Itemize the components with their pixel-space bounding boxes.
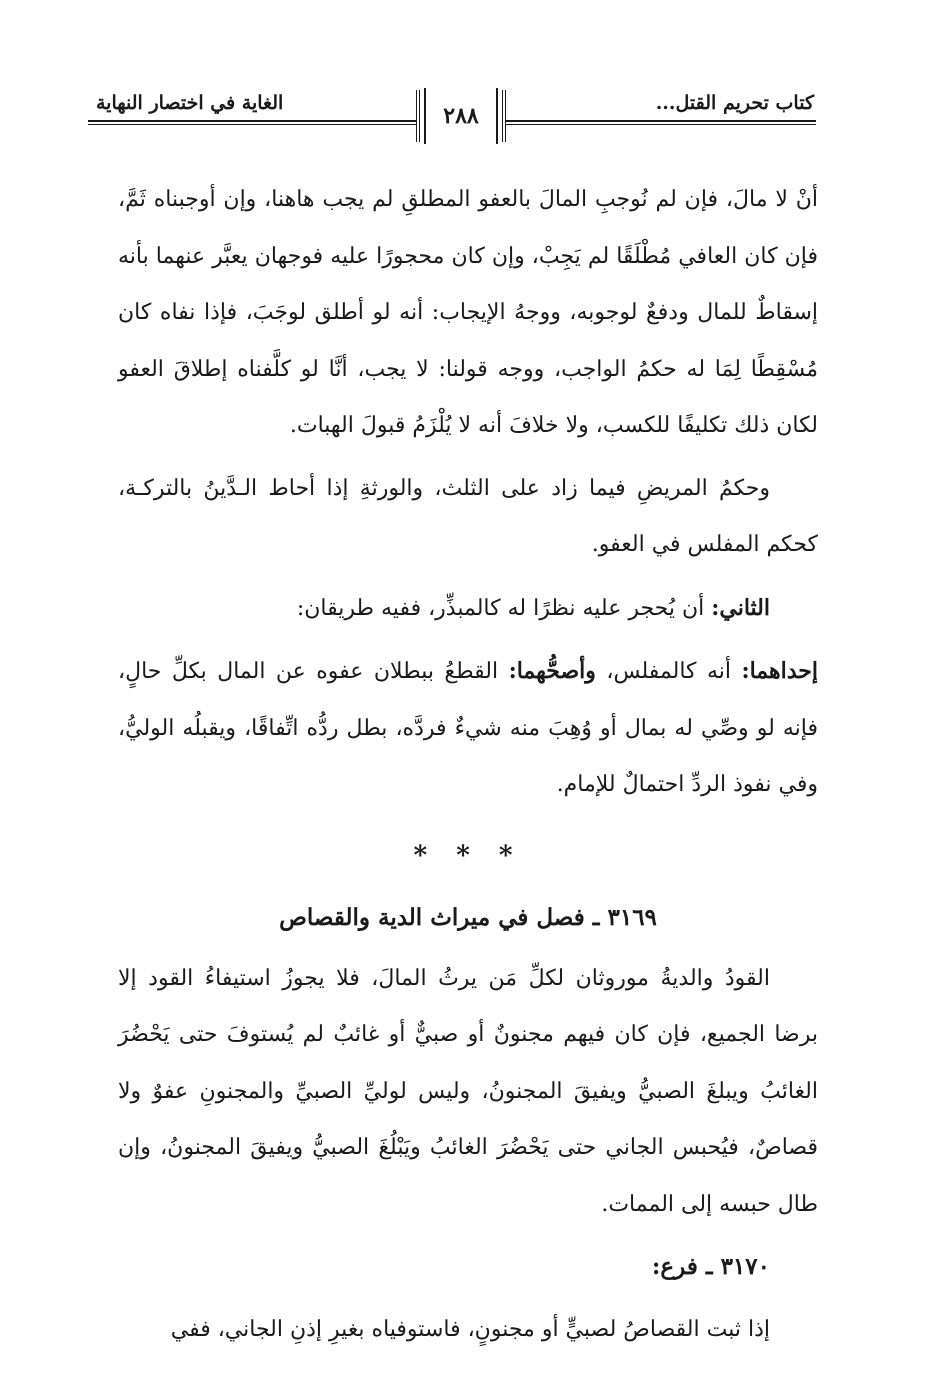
paragraph-4-text-a: أنه كالمفلس، <box>595 659 742 684</box>
paragraph-5: القودُ والديةُ موروثان لكلِّ مَن يرثُ المالَ، فلا يجوزُ استيفاءُ القود إلا برضا الجميع، فإن كان فيهم مجنونٌ أو صبيٌّ أو غائبٌ لم يُستوفَ حتى يَحْضُرَ الغائبُ ويبلغَ الصبيُّ ويفيقَ المجنونُ، وليس لوليِّ الصبيِّ والمجنونِ عفوٌ ولا قصاصٌ، فيُحبس الجاني حتى يَحْضُرَ الغائبُ ويَبْلُغَ الصبيُّ ويفيقَ المجنونُ، وإن طال حبسه إلى الممات. <box>118 965 818 1217</box>
paragraph-4-label-b: وأصحُّهما: <box>508 658 596 684</box>
paragraph-6: إذا ثبت القصاصُ لصبيٍّ أو مجنونٍ، فاستوفياه بغيرِ إذنِ الجاني، ففي <box>170 1316 770 1342</box>
running-title-chapter: كتاب تحريم القتل... <box>655 92 814 114</box>
paragraph-3-text: أن يُحجر عليه نظرًا له كالمبذِّر، ففيه طريقان: <box>296 595 712 621</box>
paragraph-3-label: الثاني: <box>711 594 770 621</box>
paragraph-3 <box>118 580 818 638</box>
page-header <box>88 88 816 158</box>
paragraph-1: أنْ لا مالَ، فإن لم نُوجبِ المالَ بالعفو المطلقِ لم يجب هاهنا، وإن أوجبناه ثَمَّ، فإن كان العافي مُطْلَقًا لم يَجِبْ، وإن كان محجورًا عليه فوجهان يعبَّر عنهما بأنه إسقاطٌ للمال ودفعٌ لوجوبه، ووجهُ الإيجاب: أنه لو أطلق لوجَبَ، فإذا نفاه كان مُسْقِطًا لِمَا له حكمُ الواجب، ووجه قولنا: لا يجب، أنَّا لو كلَّفناه إطلاقَ العفو لكان ذلك تكليفًا للكسب، ولا خلافَ أنه لا يُلْزَمُ قبولَ الهبات. <box>118 187 818 438</box>
running-title-book: الغاية في اختصار النهاية <box>96 92 284 114</box>
section-heading: ٣١٦٩ ـ فصل في ميراث الدية والقصاص <box>279 904 657 931</box>
page-body <box>118 172 818 1358</box>
section-divider-stars: * * * <box>413 840 523 871</box>
paragraph-4-text-b: القطعُ ببطلان عفوه عن المال بكلِّ حالٍ، فإنه لو وصِّي له بمال أو وُهِبَ منه شيءٌ فردَّه، بطل ردُّه اتِّفاقًا، ويقبلُه الوليُّ، وفي نفوذ الردِّ احتمالٌ للإمام. <box>118 659 818 797</box>
page-number: ٢٨٨ <box>443 103 479 129</box>
paragraph-2: وحكمُ المريضِ فيما زاد على الثلث، والورثةِ إذا أحاط الـدَّينُ بالتركـة، كحكم المفلس في العفو. <box>118 475 818 557</box>
paragraph-4-label: إحداهما: <box>741 658 819 684</box>
page-number-frame <box>416 90 506 142</box>
subsection-heading: ٣١٧٠ ـ فرع: <box>651 1253 770 1280</box>
paragraph-4 <box>118 643 818 814</box>
